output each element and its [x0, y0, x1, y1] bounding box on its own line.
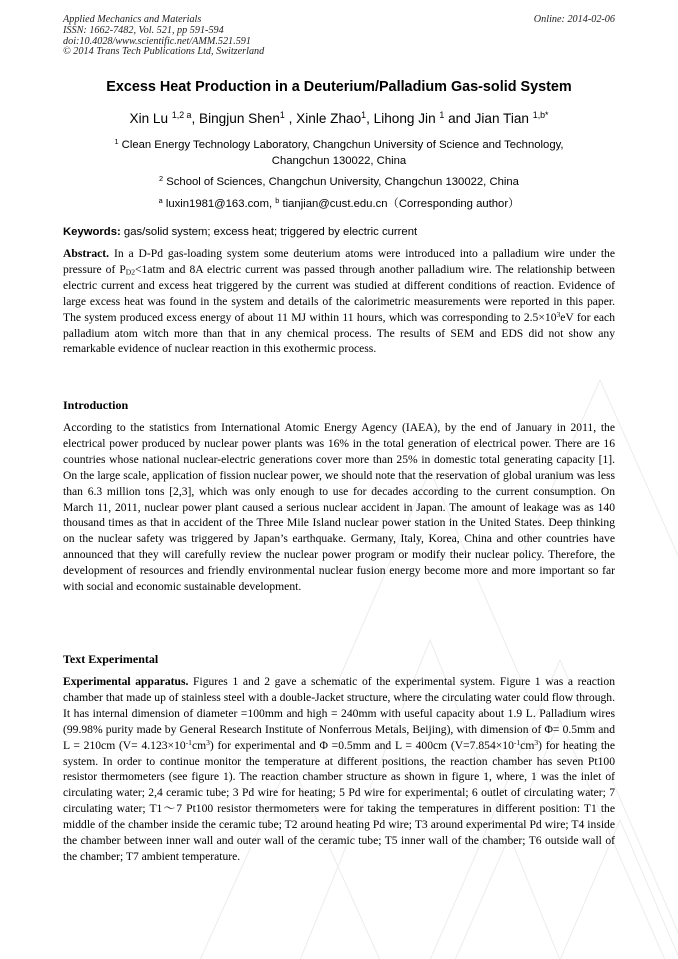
abstract-text: In a D-Pd gas-loading system some deuterium atoms were introduced into a palladium wire under the pressure of P [63, 247, 615, 276]
affiliation-mark: 1 [114, 136, 119, 146]
abstract-label: Abstract. [63, 247, 110, 260]
author-mark: 1,b* [532, 110, 549, 121]
experimental-text: Figures 1 and 2 gave a schematic of the experimental system. Figure 1 was a reaction chamber that made up of stainless steel with a double-Jacket structure, where the circulating water could flow through. It has internal dimension of diameter =100mm and high = 240mm with useful capacity about 1.9 L. Palladium wires (99.98% purity made by General Research Institute of Nonferrous Metals, Beijing), with dimension of Φ= 0.5mm and L = 210cm (V= 4.123×10 [63, 675, 615, 752]
experimental-text: cm [191, 738, 207, 752]
affiliation-text: Clean Energy Technology Laboratory, Changchun University of Science and Technology, [121, 139, 564, 151]
author-list: Xin Lu $^{1,2 a}$, Bingjun Shen$^1$ , Xinle Zhao$^1$, Lihong Jin $^1$ and Jian Tian $^{1,b*}$ [129, 110, 549, 126]
journal-copyright: © 2014 Trans Tech Publications Ltd, Switzerland [63, 46, 265, 58]
superscript: 3 [206, 737, 210, 747]
experimental-paragraph [63, 674, 615, 865]
introduction-paragraph: According to the statistics from International Atomic Energy Agency (IAEA), by the end of January in 2011, the electrical power produced by nuclear power plants was 16% in the total generation of electrical power. There are 16 countries whose national nuclear-electric generations cover more than 25% in domestic total generating capacity [1]. On the large scale, application of fission nuclear power, we should note that the reservation of global uranium was less than 6.3 million tons [2,3], which was only enough to use for decades according to the current consumption. On March 11, 2011, nuclear power plant caused a serious nuclear accident in Japan. The amount of leakage was as 140 thousand times as that in accident of the Three Mile Island nuclear power station in the United States. Deep thinking on the nuclear safety was triggered by Japan’s earthquake. Germany, Italy, Korea, China and other countries have announced that they will carefully review the nuclear power program or modify their nuclear policy. Therefore, the development of resources and friendly environmental nuclear fusion energy become more and more important so far with social and economic sustainable development. [63, 421, 615, 594]
author-name: Lihong Jin [373, 111, 436, 126]
journal-name: Applied Mechanics and Materials [63, 14, 202, 25]
author-name: Xin Lu [129, 111, 169, 126]
keywords-text: gas/solid system; excess heat; triggered by electric current [123, 226, 418, 238]
author-name: Jian Tian [474, 111, 529, 126]
experimental-text: ) for experimental and Φ =0.5mm and L = 400cm (V=7.854×10 [209, 738, 514, 752]
keywords-label: Keywords: [63, 226, 121, 238]
journal-doi: doi:10.4028/www.scientific.net/AMM.521.591 [63, 35, 251, 47]
author-mark: 1 [279, 110, 285, 121]
paper-title: Excess Heat Production in a Deuterium/Palladium Gas-solid System [106, 79, 572, 95]
author-name: Bingjun Shen [199, 111, 280, 126]
section-heading-introduction: Introduction [63, 398, 129, 412]
author-mark: 1,2 a [171, 110, 192, 121]
email-mark: b [275, 195, 280, 205]
journal-issn: ISSN: 1662-7482, Vol. 521, pp 591-594 [63, 24, 224, 36]
section-heading-experimental: Text Experimental [63, 652, 159, 666]
affiliation-text: Changchun 130022, China [271, 155, 407, 167]
experimental-lead: Experimental apparatus. [63, 675, 189, 688]
superscript: 3 [556, 309, 561, 319]
superscript: -1 [513, 737, 521, 747]
email-mark: a [158, 195, 163, 205]
affiliation-text: School of Sciences, Changchun University, Changchun 130022, China [166, 176, 519, 188]
keywords [63, 226, 615, 238]
author-mark: 1 [439, 110, 445, 121]
author-mark: 1 [361, 110, 367, 121]
subscript: D2 [125, 267, 135, 277]
experimental-text: ) for heating the system. In order to continue monitor the temperature at different positions, the reaction chamber has seven Pt100 resistor thermometers (see figure 1). The reaction chamber structure as shown in figure 1, where, 1 was the inlet of circulating water; 2,4 ceramic tube; 3 Pd wire for heating; 5 Pd wire for experimental; 6 outlet of circulating water; 7 circulating water; T1～7 Pt100 resistor thermometers were for taking the temperatures in different position: T1 the middle of the chamber inside the ceramic tube; T2 around heating Pd wire; T3 around experimental Pd wire; T4 inside the chamber between inner wall and outer wall of the ceramic tube; T5 inner wall of the chamber; T6 outside wall of the chamber; T7 ambient temperature. [63, 738, 615, 863]
superscript: -1 [185, 737, 192, 747]
author-name: Xinle Zhao [296, 111, 362, 126]
journal-header [63, 15, 615, 58]
affiliation-1 [0, 137, 678, 169]
email-address[interactable]: tianjian@cust.edu.cn（Corresponding author） [282, 198, 520, 210]
email-line [0, 196, 678, 212]
email-address[interactable]: luxin1981@163.com, [165, 198, 273, 210]
affiliation-2 [0, 174, 678, 190]
experimental-text: cm [520, 738, 535, 752]
abstract [63, 246, 615, 357]
affiliation-mark: 2 [159, 173, 164, 183]
abstract-text: <1atm and 8A electric current was passed through another palladium wire. The relationship between electric current and excess heat triggered by the current was studied at different conditions of reaction. Evidence of large excess heat was found in the system and details of the calorimetric measurements were reported in this paper. The system produced excess energy of about 11 MJ within 11 hours, which was corresponding to 2.5×10 [63, 262, 615, 324]
superscript: 3 [534, 737, 539, 747]
abstract-text: eV for each palladium atom witch more than that in any chemical process. The results of SEM and EDS did not show any remarkable evidence of nuclear reaction in this exothermic process. [63, 310, 615, 356]
online-date: Online: 2014-02-06 [533, 14, 615, 25]
